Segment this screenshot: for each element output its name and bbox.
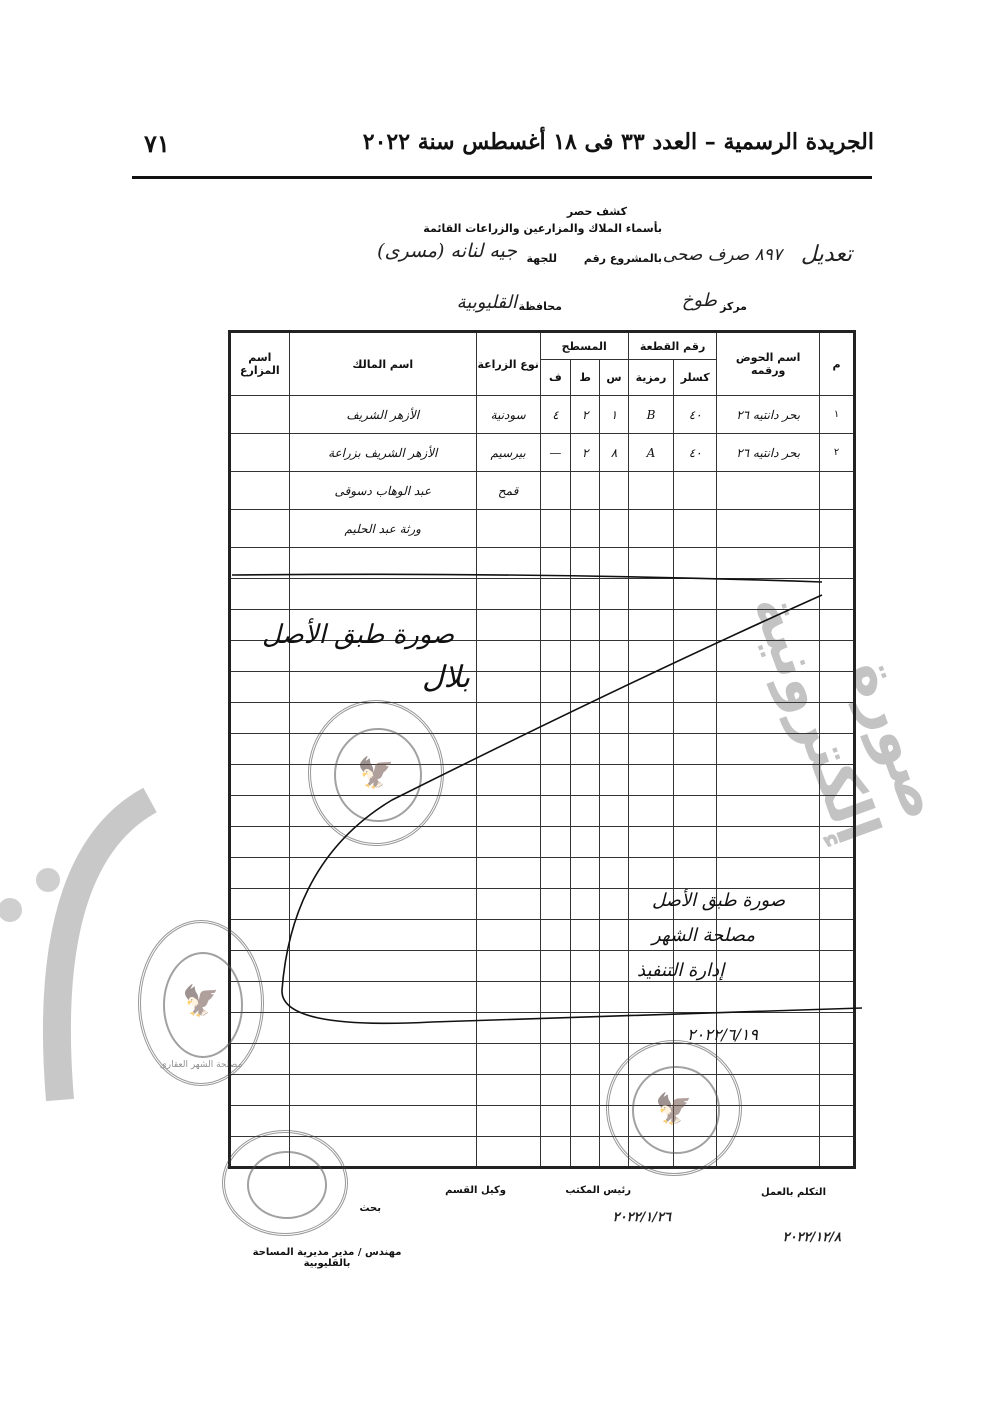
- sig-engineer: مهندس / مدير مديرية المساحة بالقليوبية: [252, 1247, 402, 1269]
- eagle-emblem-icon: 🦅: [182, 983, 220, 1019]
- certified-note: صورة طبق الأصل: [652, 890, 786, 911]
- village-value: جيه لنانه (مسرى): [377, 240, 517, 262]
- project-label: بالمشروع رقم: [583, 252, 662, 265]
- eagle-emblem-icon: 🦅: [357, 756, 395, 792]
- center-value: طوخ: [681, 290, 717, 311]
- watermark-text: صورة إلكترونية: [738, 583, 960, 853]
- col-parcel-code: رمزية: [628, 360, 673, 396]
- table-cell-owner: عبد الوهاب دسوقى: [289, 472, 476, 510]
- strike-lines: [132, 200, 872, 1270]
- table-cell-code: B: [628, 396, 673, 434]
- table-cell-full: ٤٠: [674, 434, 717, 472]
- copy-note: صورة طبق الأصل: [262, 620, 455, 650]
- page-number: ٧١: [144, 129, 170, 158]
- table-cell-crop: سودنية: [476, 396, 540, 434]
- table-cell-s: ١: [600, 396, 629, 434]
- table-cell-basin: بحر دانتيه ٢٦: [717, 434, 820, 472]
- stamp-text: مصلحة الشهر العقارى: [159, 1060, 243, 1071]
- table-cell-t: ٢: [571, 434, 600, 472]
- col-basin: اسم الحوض ورقمه: [717, 332, 820, 396]
- office-note: مصلحة الشهر: [652, 925, 755, 946]
- village-label: للجهة: [526, 252, 557, 265]
- table-cell-full: ٤٠: [674, 396, 717, 434]
- correction-note: تعديل: [800, 242, 852, 267]
- table-cell-crop: بيرسيم: [476, 434, 540, 472]
- col-m: م: [820, 332, 855, 396]
- col-t: ط: [571, 360, 600, 396]
- table-cell-m: ١: [820, 396, 855, 434]
- date-note: ٢٠٢٢/٦/١٩: [687, 1025, 758, 1044]
- header-rule: [132, 176, 872, 179]
- col-farmer: اسم المزارع: [230, 332, 290, 396]
- page-header: [130, 125, 874, 165]
- governorate-label: محافظة: [518, 300, 562, 313]
- sig-date-2: ٢٠٢٢/١/٢٦: [612, 1210, 671, 1225]
- signature-bilal: بلال: [422, 660, 471, 695]
- col-owner: اسم المالك: [289, 332, 476, 396]
- table-cell-code: A: [628, 434, 673, 472]
- table-cell-f: —: [540, 434, 571, 472]
- gazette-title: الجريدة الرسمية – العدد ٣٣ فى ١٨ أغسطس سنة ٢٠٢٢: [362, 129, 874, 155]
- governorate-value: القليوبية: [456, 292, 517, 313]
- sig-verified: بحث: [359, 1203, 381, 1214]
- center-label: مركز: [720, 300, 747, 313]
- table-cell-owner: ورثة عبد الحليم: [289, 510, 476, 548]
- doc-type: كشف حصر: [566, 205, 627, 218]
- table-cell-f: ٤: [540, 396, 571, 434]
- col-parcel: رقم القطعة: [628, 332, 716, 360]
- col-parcel-full: كسلر: [674, 360, 717, 396]
- table-cell-basin: بحر دانتيه ٢٦: [717, 396, 820, 434]
- table-cell-t: ٢: [571, 396, 600, 434]
- col-s: س: [600, 360, 629, 396]
- signature-row: [228, 1175, 856, 1269]
- col-f: ف: [540, 360, 571, 396]
- form-subtitle: بأسماء الملاك والمزارعين والزراعات القائمة: [423, 222, 662, 235]
- sig-issuer: التكلم بالعمل: [760, 1187, 826, 1198]
- scanned-form: [132, 200, 872, 1270]
- table-cell-crop: قمح: [476, 472, 540, 510]
- project-value: ٨٩٧ صرف صحى: [662, 245, 782, 265]
- col-area: المسطح: [540, 332, 628, 360]
- table-cell-owner: الأزهر الشريف بزراعة: [289, 434, 476, 472]
- table-cell-s: ٨: [600, 434, 629, 472]
- sig-head-office: رئيس المكتب: [565, 1185, 631, 1196]
- eagle-emblem-icon: 🦅: [655, 1092, 693, 1128]
- table-cell-m: ٢: [820, 434, 855, 472]
- sig-date-3: ٢٠٢٢/١٢/٨: [782, 1230, 841, 1245]
- sig-sector-head: وكيل القسم: [445, 1185, 506, 1196]
- table-cell-owner: الأزهر الشريف: [289, 396, 476, 434]
- dept-note: إدارة التنفيذ: [637, 960, 725, 981]
- col-crop: نوع الزراعة: [476, 332, 540, 396]
